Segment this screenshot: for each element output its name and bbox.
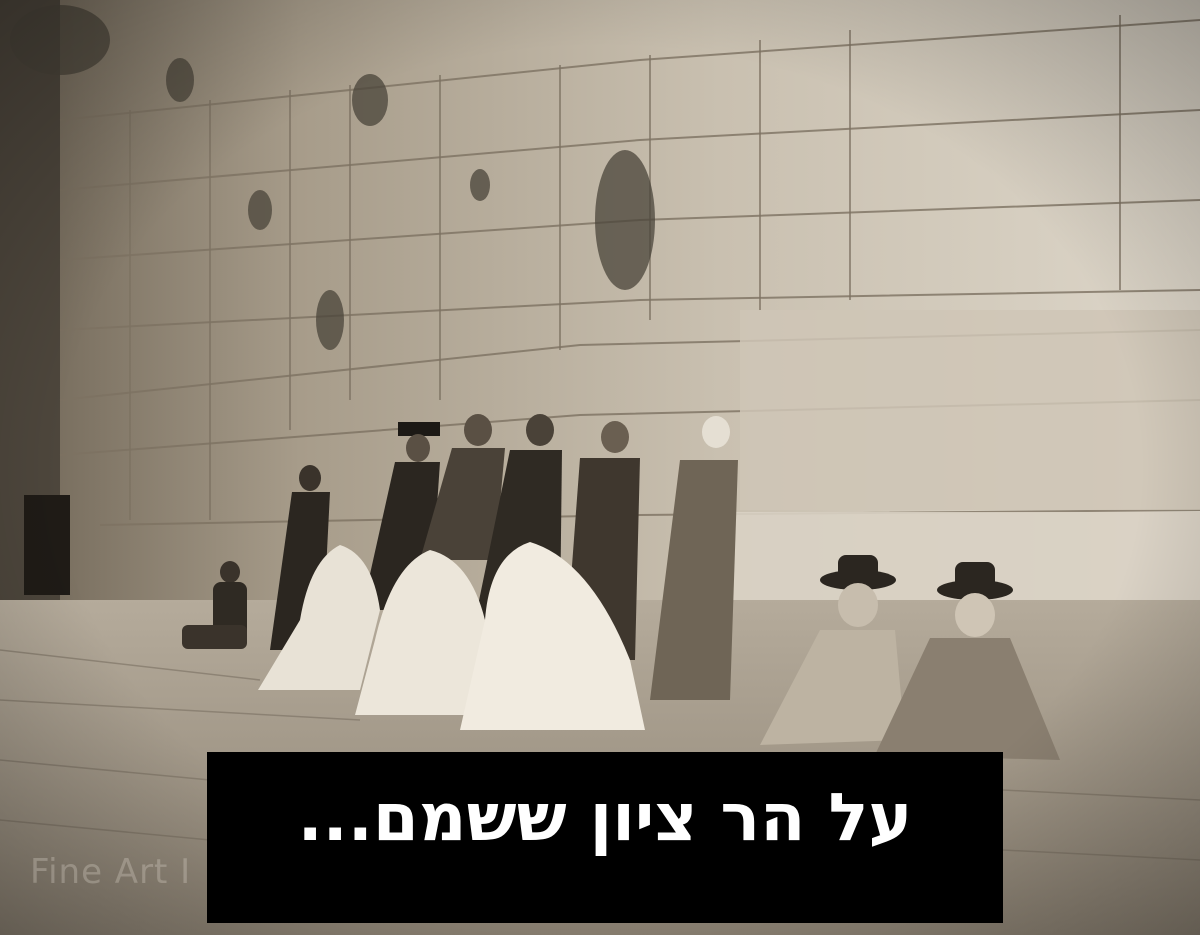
caption-box	[207, 752, 1003, 923]
watermark: Fine Art I	[30, 852, 192, 892]
caption-text: על הר ציון ששמם...	[297, 779, 913, 856]
